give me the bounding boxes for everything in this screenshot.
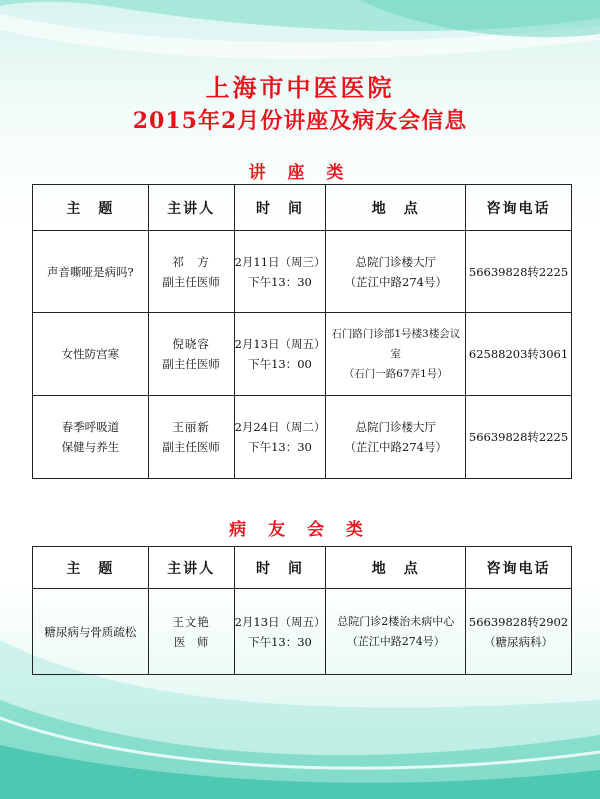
topic-cell: 糖尿病与骨质疏松: [33, 589, 149, 675]
place-cell: 总院门诊楼大厅 （芷江中路274号）: [326, 231, 466, 313]
header-time: 时 间: [234, 547, 326, 589]
place-cell: 总院门诊楼大厅 （芷江中路274号）: [326, 396, 466, 479]
header-time: 时 间: [234, 185, 326, 231]
lecture-section-title: 讲 座 类: [248, 163, 352, 183]
header-topic: 主 题: [33, 547, 149, 589]
speaker-cell: 祁 方 副主任医师: [148, 231, 234, 313]
speaker-cell: 倪晓容 副主任医师: [148, 313, 234, 396]
header-topic: 主 题: [33, 185, 149, 231]
header-place: 地 点: [326, 547, 466, 589]
table-row: [33, 313, 572, 396]
table-row: [33, 231, 572, 313]
topic-cell: 春季呼吸道 保健与养生: [33, 396, 149, 479]
speaker-cell: 王文艳 医 师: [148, 589, 234, 675]
time-cell: 2月13日（周五） 下午13：00: [234, 313, 326, 396]
header-phone: 咨询电话: [466, 547, 572, 589]
table-row: [33, 589, 572, 675]
header-speaker: 主讲人: [148, 547, 234, 589]
table-row: [33, 396, 572, 479]
patient-group-header-row: [33, 547, 572, 589]
topic-cell: 女性防宫寒: [33, 313, 149, 396]
time-cell: 2月13日（周五） 下午13：30: [234, 589, 326, 675]
hospital-title: 上海市中医医院: [205, 73, 395, 102]
phone-cell: 62588203转3061: [466, 313, 572, 396]
place-cell: 石门路门诊部1号楼3楼会议室 （石门一路67弄1号）: [326, 313, 466, 396]
patient-group-table: [32, 546, 572, 675]
patient-group-section-title: 病 友 会 类: [229, 520, 371, 540]
lecture-header-row: [33, 185, 572, 231]
header-phone: 咨询电话: [466, 185, 572, 231]
topic-cell: 声音嘶哑是病吗?: [33, 231, 149, 313]
place-cell: 总院门诊2楼治未病中心 （芷江中路274号）: [326, 589, 466, 675]
phone-cell: 56639828转2225: [466, 231, 572, 313]
lecture-table: [32, 184, 572, 479]
header-speaker: 主讲人: [148, 185, 234, 231]
time-cell: 2月24日（周二） 下午13：30: [234, 396, 326, 479]
phone-cell: 56639828转2902 （糖尿病科）: [466, 589, 572, 675]
header-place: 地 点: [326, 185, 466, 231]
speaker-cell: 王丽新 副主任医师: [148, 396, 234, 479]
time-cell: 2月11日（周三） 下午13：30: [234, 231, 326, 313]
phone-cell: 56639828转2225: [466, 396, 572, 479]
page-subtitle: 2015年2月份讲座及病友会信息: [132, 108, 468, 134]
